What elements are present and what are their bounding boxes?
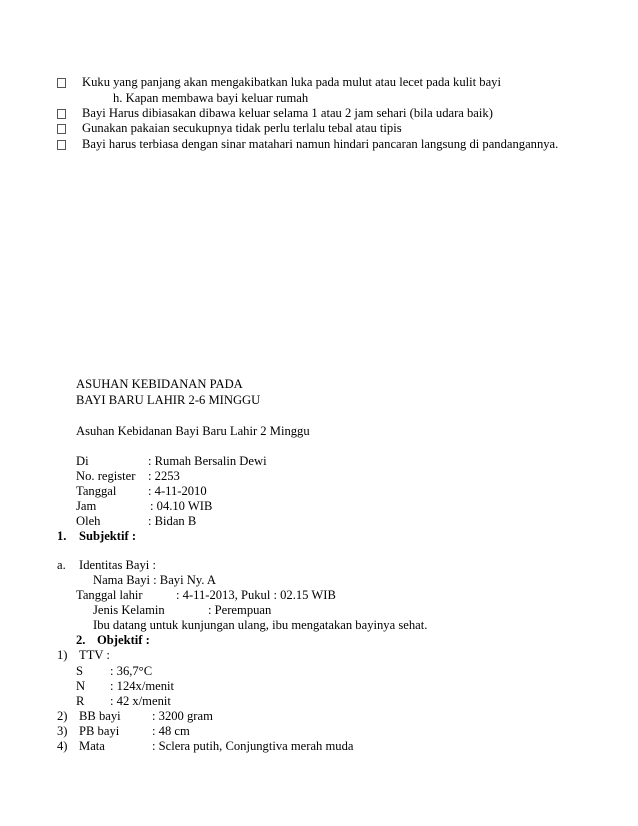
bullet-box-icon: [57, 124, 66, 134]
tanggal-lahir-label: Tanggal lahir: [76, 588, 143, 602]
info-value-jam: : 04.10 WIB: [150, 499, 213, 513]
ttv-number: 1): [57, 648, 68, 662]
nama-bayi: Nama Bayi : Bayi Ny. A: [93, 573, 217, 587]
info-label-register: No. register: [76, 469, 136, 483]
vital-value-r: : 42 x/menit: [110, 694, 171, 708]
vital-value-s: : 36,7°C: [110, 664, 153, 678]
measure-value-pb: : 48 cm: [152, 724, 190, 738]
title-line-2: BAYI BARU LAHIR 2-6 MINGGU: [76, 393, 261, 407]
info-label-oleh: Oleh: [76, 514, 101, 528]
bullet-box-icon: [57, 78, 66, 88]
ttv-heading: TTV :: [79, 648, 110, 662]
tanggal-lahir-value: : 4-11-2013, Pukul : 02.15 WIB: [176, 588, 336, 602]
title-line-1: ASUHAN KEBIDANAN PADA: [76, 377, 243, 391]
info-value-oleh: : Bidan B: [148, 514, 197, 528]
bullet-item: Kuku yang panjang akan mengakibatkan luka pada mulut atau lecet pada kulit bayi: [82, 75, 501, 89]
bullet-item: Gunakan pakaian secukupnya tidak perlu terlalu tebal atau tipis: [82, 121, 402, 135]
info-value-register: : 2253: [148, 469, 180, 483]
keluhan-text: Ibu datang untuk kunjungan ulang, ibu mengatakan bayinya sehat.: [93, 618, 428, 632]
section-1-number: 1.: [57, 529, 67, 543]
subtitle: Asuhan Kebidanan Bayi Baru Lahir 2 Minggu: [76, 424, 310, 438]
section-2-number: 2.: [76, 633, 86, 647]
bullet-box-icon: [57, 109, 66, 119]
measure-number: 3): [57, 724, 68, 738]
bullet-item: Bayi harus terbiasa dengan sinar matahari namun hindari pancaran langsung di pandangannya.: [82, 137, 559, 151]
vital-label-s: S: [76, 664, 84, 678]
bullet-item: Bayi Harus dibiasakan dibawa keluar selama 1 atau 2 jam sehari (bila udara baik): [82, 106, 493, 120]
measure-label-mata: Mata: [79, 739, 105, 753]
measure-label-bb: BB bayi: [79, 709, 121, 723]
measure-value-bb: : 3200 gram: [152, 709, 213, 723]
jenis-kelamin-label: Jenis Kelamin: [93, 603, 165, 617]
section-2-heading: Objektif :: [97, 633, 150, 647]
vital-label-r: R: [76, 694, 85, 708]
vital-value-n: : 124x/menit: [110, 679, 175, 693]
identitas-letter: a.: [57, 558, 66, 572]
measure-number: 4): [57, 739, 68, 753]
measure-label-pb: PB bayi: [79, 724, 120, 738]
vital-label-n: N: [76, 679, 86, 693]
bullet-box-icon: [57, 140, 66, 150]
subitem-h: h. Kapan membawa bayi keluar rumah: [113, 91, 309, 105]
jenis-kelamin-value: : Perempuan: [208, 603, 272, 617]
info-label-jam: Jam: [76, 499, 97, 513]
info-value-di: : Rumah Bersalin Dewi: [148, 454, 267, 468]
info-label-tanggal: Tanggal: [76, 484, 117, 498]
measure-value-mata: : Sclera putih, Conjungtiva merah muda: [152, 739, 354, 753]
section-1-heading: Subjektif :: [79, 529, 137, 543]
measure-number: 2): [57, 709, 68, 723]
info-label-di: Di: [76, 454, 89, 468]
identitas-heading: Identitas Bayi :: [79, 558, 156, 572]
info-value-tanggal: : 4-11-2010: [148, 484, 207, 498]
